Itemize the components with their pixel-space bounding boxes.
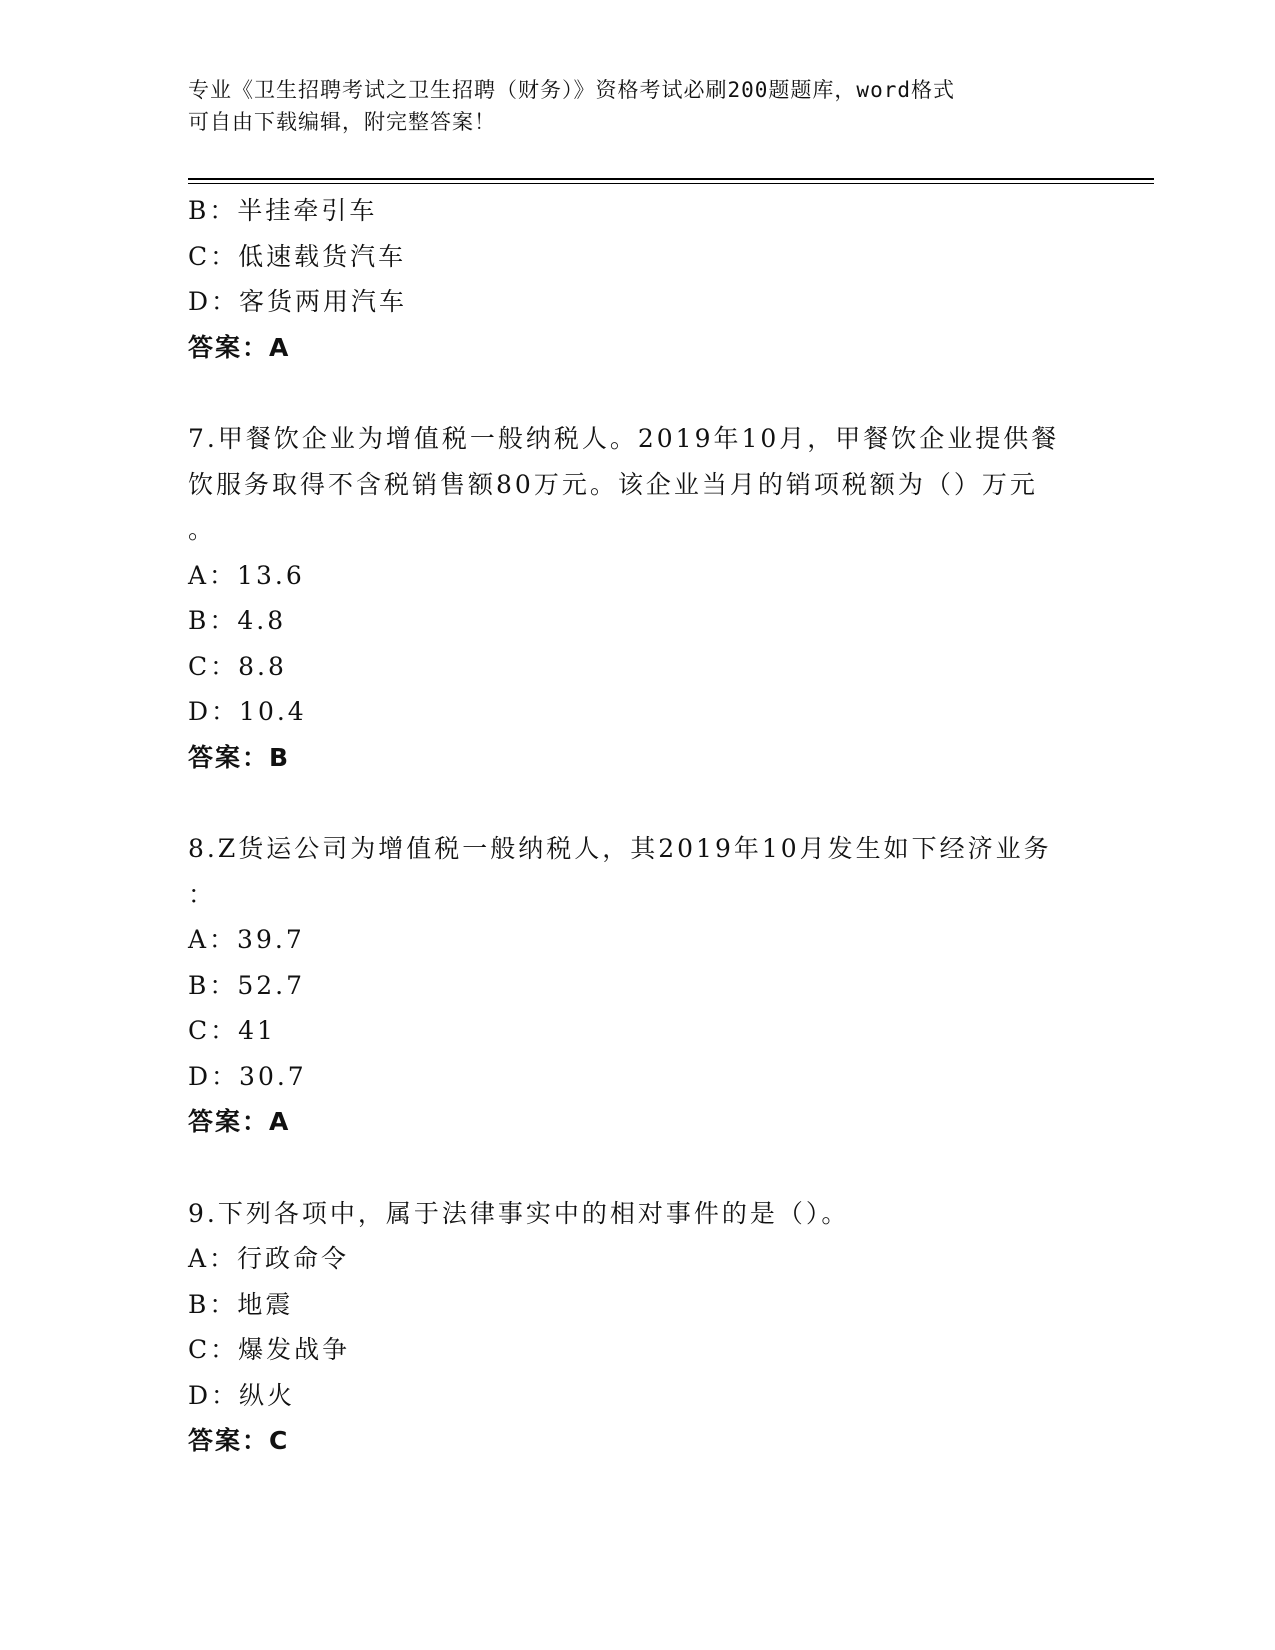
question-text: [188, 1191, 1078, 1237]
header-title-line-1: 专业《卫生招聘考试之卫生招聘（财务）》资格考试必刷200题题库，word格式: [188, 78, 955, 102]
option-d: D：纵火: [188, 1380, 296, 1410]
option-c: C：8.8: [188, 651, 287, 681]
question-text: [188, 826, 1078, 917]
option-d: D：客货两用汽车: [188, 287, 408, 316]
option-a: A：13.6: [188, 560, 305, 590]
question-6-fragment: [188, 188, 1088, 370]
question-7: [188, 416, 1088, 780]
option-d: D：30.7: [188, 1061, 307, 1091]
option-c: C：爆发战争: [188, 1335, 351, 1364]
answer-line: 答案：A: [188, 1107, 291, 1136]
question-text-line: 饮服务取得不含税销售额80万元。该企业当月的销项税额为（）万元: [188, 469, 1038, 499]
option-a: A：行政命令: [188, 1244, 350, 1273]
answer-line: 答案：B: [188, 742, 291, 772]
option-d: D：10.4: [188, 697, 307, 726]
answer-line: 答案：C: [188, 1426, 290, 1455]
question-text: [188, 416, 1078, 553]
question-text-line: 7.甲餐饮企业为增值税一般纳税人。2019年10月，甲餐饮企业提供餐: [188, 424, 1060, 453]
question-text-line: 。: [188, 515, 217, 544]
header-divider: [188, 178, 1154, 184]
answer-line: 答案：A: [188, 332, 291, 362]
option-b: B：4.8: [188, 606, 287, 635]
option-b: B：半挂牵引车: [188, 196, 378, 225]
header-title-line-2: 可自由下载编辑，附完整答案！: [188, 110, 496, 134]
question-text-line: 9.下列各项中，属于法律事实中的相对事件的是（）。: [188, 1198, 850, 1228]
option-a: A：39.7: [188, 925, 305, 954]
question-9: [188, 1191, 1088, 1464]
question-text-line: ：: [188, 879, 217, 909]
option-c: C：低速载货汽车: [188, 241, 407, 271]
question-8: [188, 826, 1088, 1145]
question-text-line: 8.Z货运公司为增值税一般纳税人，其2019年10月发生如下经济业务: [188, 834, 1052, 863]
document-header: [188, 74, 1088, 138]
option-c: C：41: [188, 1016, 276, 1045]
spacer: [188, 780, 1088, 826]
spacer: [188, 370, 1088, 416]
option-b: B：52.7: [188, 970, 306, 1000]
spacer: [188, 1145, 1088, 1191]
option-b: B：地震: [188, 1289, 294, 1319]
document-body: [188, 188, 1088, 1464]
